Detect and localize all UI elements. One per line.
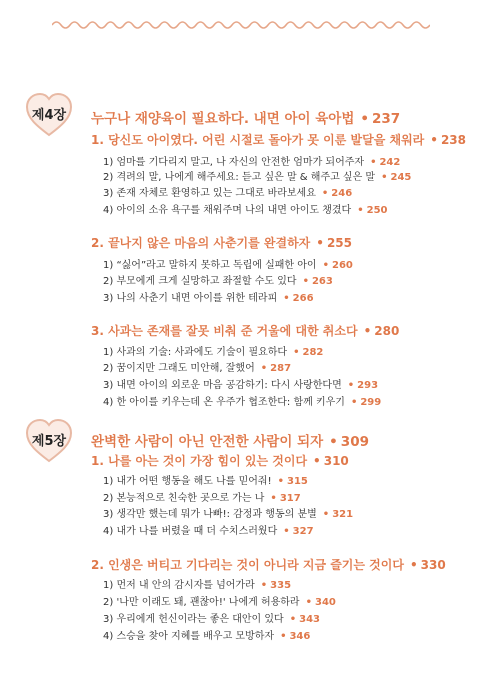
section-title[interactable]: 1. 당신도 아이였다. 어린 시절로 돌아가 못 이룬 발달을 채워라 • 238 [91,133,467,147]
chapter-4-heart-badge [24,92,74,138]
page-number: 343 [299,614,320,625]
toc-item[interactable]: 1) 먼저 내 안의 감시자를 넘어가라 • 335 [103,580,292,591]
page-number: 327 [292,526,314,537]
toc-item[interactable]: 3) 우리에게 헌신이라는 좋은 대안이 있다 • 343 [103,614,320,625]
page-number: 335 [270,580,292,591]
toc-item[interactable]: 1) “싫어”라고 말하지 못하고 독립에 실패한 아이 • 260 [103,260,353,271]
toc-item[interactable]: 2) 본능적으로 친숙한 곳으로 가는 나 • 317 [103,493,301,504]
toc-item[interactable]: 2) 꿈이지만 그래도 미안해, 잘했어 • 287 [103,363,292,374]
toc-item[interactable]: 2) 격려의 말, 나에게 해주세요: 듣고 싶은 말 & 해주고 싶은 말 • 245 [103,172,412,183]
page-number: 242 [379,157,401,168]
page-number: 346 [289,631,311,642]
toc-item[interactable]: 1) 사과의 기술: 사과에도 기술이 필요하다 • 282 [103,347,324,358]
page-number: 293 [357,380,379,391]
page-number: 260 [331,260,353,271]
page-number: 263 [311,276,333,287]
page-number: 310 [323,454,349,468]
page-number: 282 [302,347,324,358]
page-number: 299 [360,397,382,408]
page-number: 287 [270,363,292,374]
chapter-title[interactable]: 누구나 재양육이 필요하다. 내면 아이 육아법 • 237 [91,111,401,127]
section-title[interactable]: 2. 끝나지 않은 마음의 사춘기를 완결하자 • 255 [91,236,353,250]
page-number: 330 [420,558,446,572]
chapter-title[interactable]: 완벽한 사람이 아닌 안전한 사람이 되자 • 309 [91,434,369,450]
page-number: 266 [292,293,314,304]
page-number: 321 [332,509,354,520]
wavy-border-decoration [52,18,430,32]
chapter-label: 제4장 [31,107,67,123]
section-title[interactable]: 3. 사과는 존재를 잘못 비춰 준 거울에 대한 취소다 • 280 [91,324,400,338]
toc-item[interactable]: 3) 내면 아이의 외로운 마음 공감하기: 다시 사랑한다면 • 293 [103,380,379,391]
page-number: 317 [279,493,301,504]
toc-item[interactable]: 1) 엄마를 기다리지 말고, 나 자신의 안전한 엄마가 되어주자 • 242 [103,157,401,168]
toc-item[interactable]: 2) '나만 이래도 돼, 괜찮아!' 나에게 허용하라 • 340 [103,597,336,608]
page-number: 315 [287,476,308,487]
section-title[interactable]: 1. 나를 아는 것이 가장 힘이 있는 것이다 • 310 [91,454,349,468]
page-number: 238 [440,133,467,147]
page-number: 309 [340,434,369,450]
toc-item[interactable]: 2) 부모에게 크게 실망하고 좌절할 수도 있다 • 263 [103,276,333,287]
page-number: 250 [366,205,388,216]
chapter-5-heart-badge [24,418,74,464]
page-number: 280 [374,324,400,338]
toc-item[interactable]: 1) 내가 어떤 행동을 해도 나를 믿어줘! • 315 [103,476,308,487]
page-number: 245 [390,172,412,183]
section-title[interactable]: 2. 인생은 버티고 기다리는 것이 아니라 지금 즐기는 것이다 • 330 [91,558,446,572]
toc-item[interactable]: 3) 생각만 했는데 뭐가 나빠!: 감정과 행동의 분별 • 321 [103,509,354,520]
page-number: 255 [326,236,353,250]
toc-item[interactable]: 3) 존재 자체로 환영하고 있는 그대로 바라보세요 • 246 [103,188,353,199]
page-number: 340 [315,597,336,608]
page-number: 237 [372,111,401,127]
toc-item[interactable]: 4) 한 아이를 키우는데 온 우주가 협조한다: 함께 키우기 • 299 [103,397,382,408]
toc-item[interactable]: 4) 내가 나를 버렸을 때 더 수치스러웠다 • 327 [103,526,314,537]
toc-item[interactable]: 4) 아이의 소유 욕구를 채워주며 나의 내면 아이도 챙겼다 • 250 [103,205,388,216]
toc-item[interactable]: 3) 나의 사춘기 내면 아이를 위한 테라피 • 266 [103,293,314,304]
toc-item[interactable]: 4) 스승을 찾아 지혜를 배우고 모방하자 • 346 [103,631,311,642]
chapter-label: 제5장 [31,433,67,449]
page-number: 246 [331,188,353,199]
